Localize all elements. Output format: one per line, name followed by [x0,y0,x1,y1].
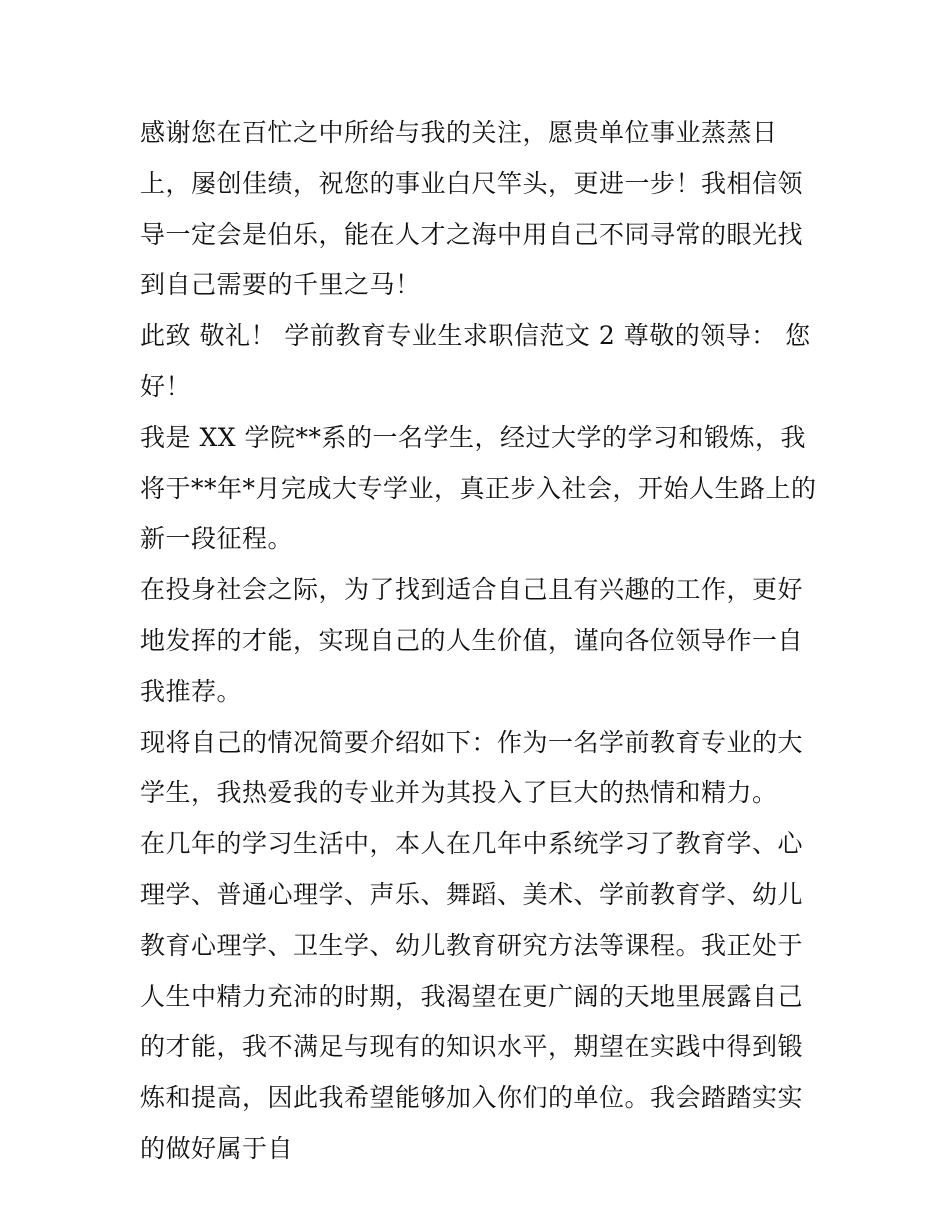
letter-body [140,108,820,1175]
paragraph-situation: 现将自己的情况简要介绍如下：作为一名学前教育专业的大学生，我热爱我的专业并为其投入了巨大的热情和精力。 [140,727,804,808]
paragraph-closing-wishes: 感谢您在百忙之中所给与我的关注，愿贵单位事业蒸蒸日上，屡创佳绩，祝您的事业白尺竿头，更进一步！我相信领导一定会是伯乐，能在人才之海中用自己不同寻常的眼光找到自己需要的千里之马！ [140,118,804,300]
paragraph-studies: 在几年的学习生活中，本人在几年中系统学习了教育学、心理学、普通心理学、声乐、舞蹈、美术、学前教育学、幼儿教育心理学、卫生学、幼儿教育研究方法等课程。我正处于人生中精力充沛的时期，我渴望在更广阔的天地里展露自己的才能，我不满足与现有的知识水平，期望在实践中得到锻炼和提高，因此我希望能够加入你们的单位。我会踏踏实实的做好属于自 [140,829,804,1163]
paragraph-recommendation: 在投身社会之际，为了找到适合自己且有兴趣的工作，更好地发挥的才能，实现自己的人生价值，谨向各位领导作一自我推荐。 [140,575,804,706]
paragraph-salutation: 此致 敬礼！ 学前教育专业生求职信范文 2 尊敬的领导： 您好！ [140,321,811,401]
paragraph-self-intro: 我是 XX 学院**系的一名学生，经过大学的学习和锻炼，我将于**年*月完成大专学业，真正步入社会，开始人生路上的新一段征程。 [140,422,817,554]
